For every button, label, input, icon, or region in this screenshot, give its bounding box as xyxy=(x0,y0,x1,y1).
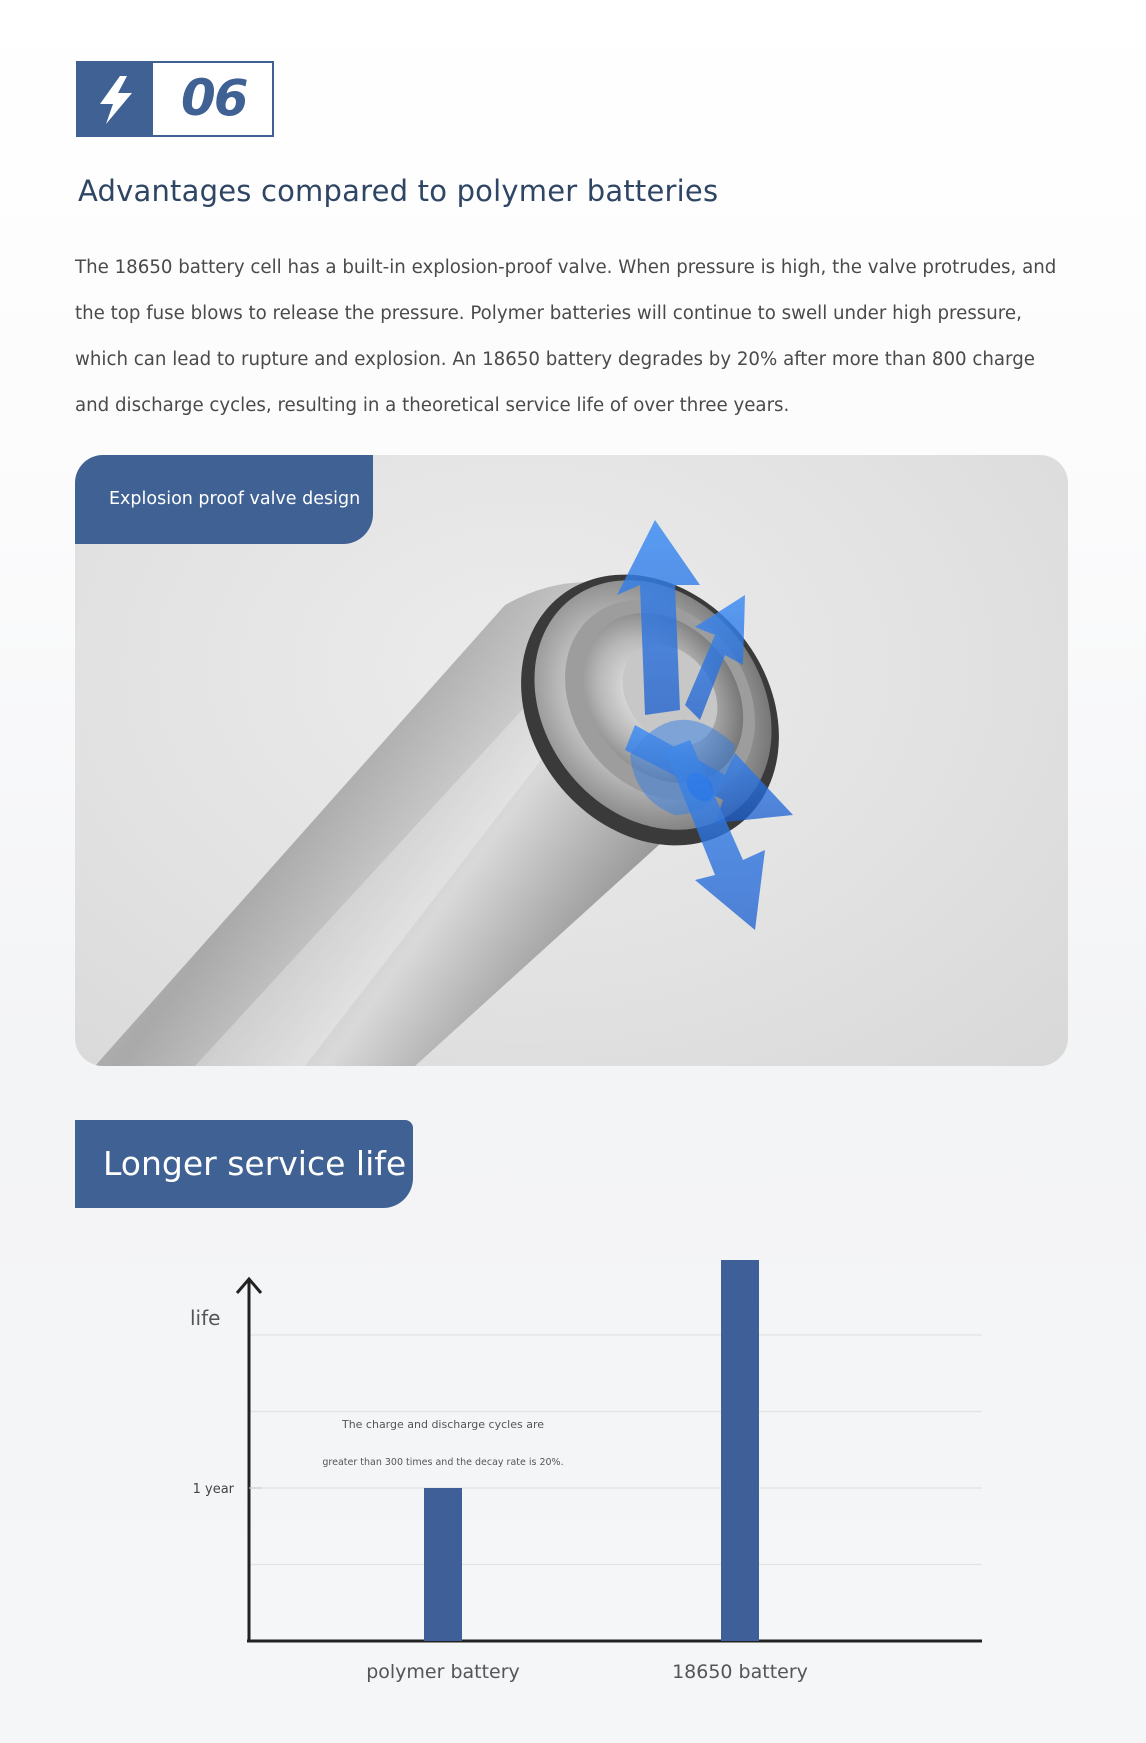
y-tick-label: 1 year xyxy=(192,1482,234,1497)
y-tick-labels xyxy=(186,1260,262,1497)
chart-grid xyxy=(249,1335,982,1565)
photo-caption-label: Explosion proof valve design xyxy=(75,455,373,544)
service-life-title: Longer service life xyxy=(75,1120,413,1208)
bar xyxy=(424,1488,462,1641)
service-life-bar-chart xyxy=(0,1260,1146,1700)
chart-axes xyxy=(190,1279,982,1642)
section-number: 06 xyxy=(181,69,247,127)
y-axis-label: life xyxy=(190,1306,221,1330)
battery-photo-panel xyxy=(75,455,1068,1066)
bar xyxy=(721,1260,759,1641)
bar-annotation-line: greater than 300 times and the decay rate is 20%. xyxy=(322,1457,564,1468)
section-title: Advantages compared to polymer batteries xyxy=(78,174,719,208)
lightning-bolt-icon xyxy=(94,75,138,125)
bars xyxy=(424,1260,759,1641)
battery-cell-image xyxy=(75,455,1068,1066)
bar-annotation-line: The charge and discharge cycles are xyxy=(341,1418,545,1431)
x-tick-label: polymer battery xyxy=(366,1661,520,1683)
bar-annotations xyxy=(322,1260,866,1468)
section-paragraph: The 18650 battery cell has a built-in explosion-proof valve. When pressure is high, the valve protrudes, and the top fuse blows to release the pressure. Polymer batteries will continue to swell under high pressure, which can lead to rupture and explosion. An 18650 battery degrades by 20% after more than 800 charge and discharge cycles, resulting in a theoretical service life of over three years. xyxy=(75,257,1057,416)
section-number-badge xyxy=(76,61,274,137)
x-tick-label: 18650 battery xyxy=(672,1661,808,1683)
x-tick-labels xyxy=(366,1661,808,1683)
badge-icon-box xyxy=(78,63,153,135)
